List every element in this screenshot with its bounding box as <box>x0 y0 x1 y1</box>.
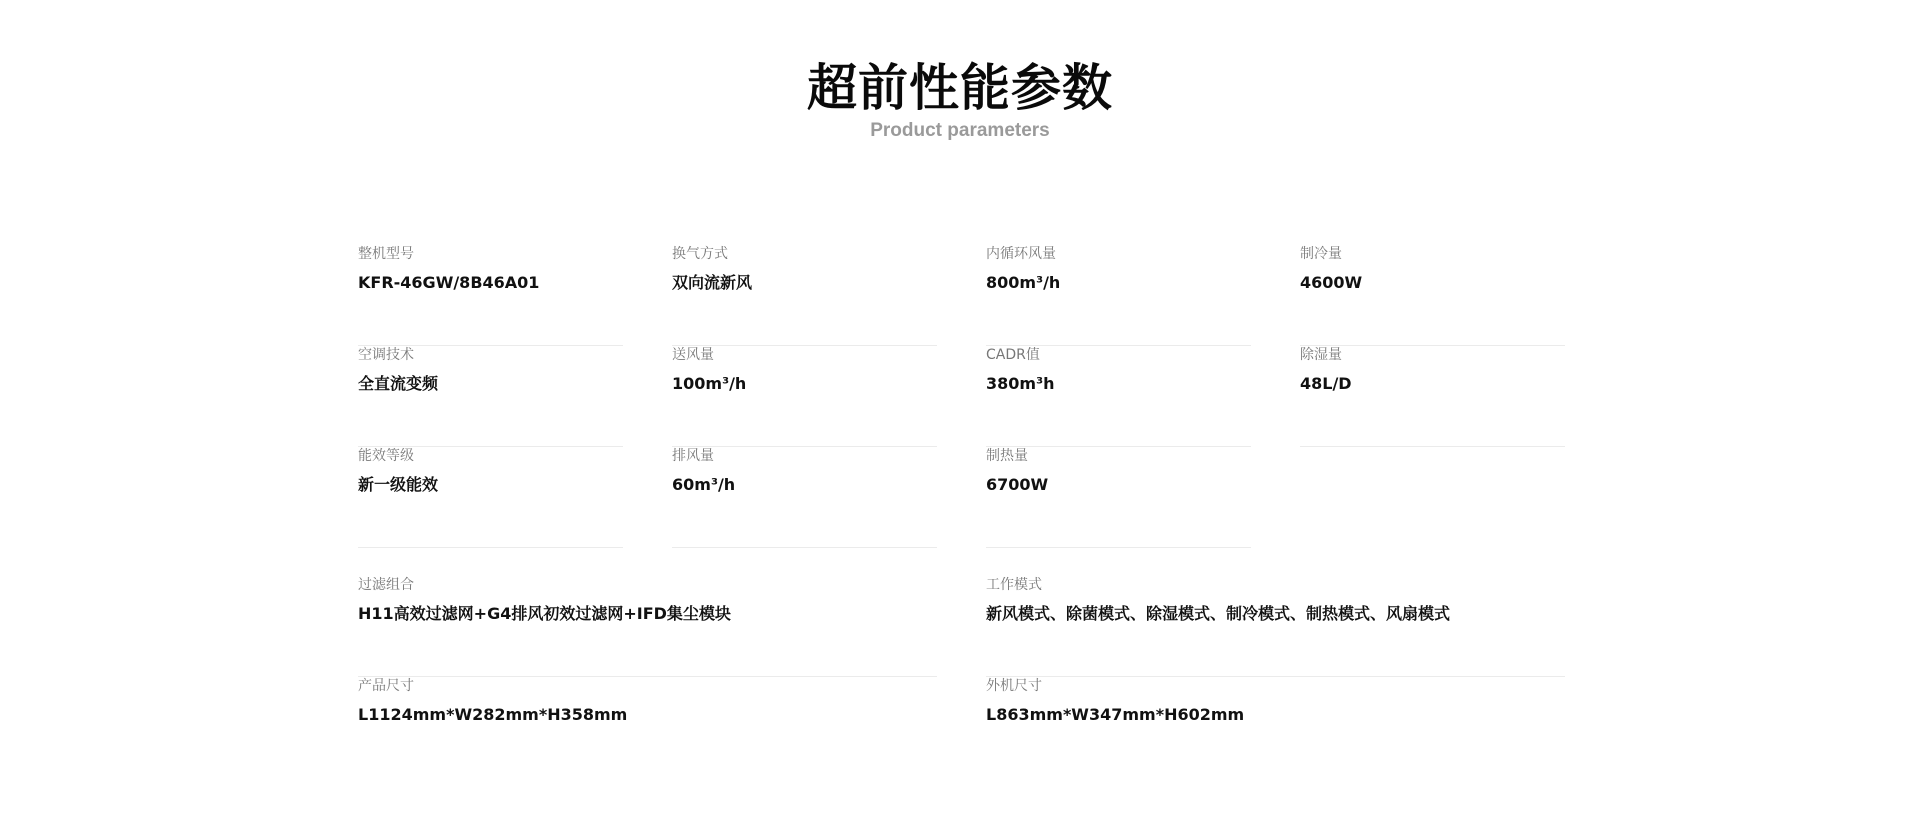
spec-item-working-modes <box>986 576 1565 677</box>
spec-item-outdoor-unit-dimensions <box>986 677 1565 778</box>
spec-item-supply-airflow <box>672 346 937 447</box>
page-title: 超前性能参数 <box>807 59 1113 117</box>
spec-label: 整机型号 <box>358 246 414 262</box>
spec-item-cadr <box>986 346 1251 447</box>
spec-item-product-dimensions <box>358 677 937 778</box>
spec-label: 内循环风量 <box>986 246 1056 262</box>
page-subtitle: Product parameters <box>870 120 1050 141</box>
spec-item-cooling-capacity <box>1300 245 1565 346</box>
spec-value: 800m³/h <box>986 273 1061 292</box>
spec-item-filter-combination <box>358 576 937 677</box>
spec-item-internal-airflow <box>986 245 1251 346</box>
spec-value: 6700W <box>986 475 1049 494</box>
spec-label: CADR值 <box>986 347 1040 363</box>
spec-label: 制热量 <box>986 448 1028 464</box>
spec-value: 100m³/h <box>672 374 747 393</box>
spec-value: H11高效过滤网+G4排风初效过滤网+IFD集尘模块 <box>358 604 731 623</box>
spec-value: 4600W <box>1300 273 1363 292</box>
spec-label: 排风量 <box>672 448 714 464</box>
wide-spec-grid <box>358 576 1565 778</box>
spec-item-dehumidification <box>1300 346 1565 447</box>
spec-label: 制冷量 <box>1300 246 1342 262</box>
spec-item-energy-grade <box>358 447 623 548</box>
spec-value: L863mm*W347mm*H602mm <box>986 705 1245 724</box>
spec-label: 产品尺寸 <box>358 678 414 694</box>
spec-value: KFR-46GW/8B46A01 <box>358 273 540 292</box>
spec-value: L1124mm*W282mm*H358mm <box>358 705 628 724</box>
spec-item-ac-technology <box>358 346 623 447</box>
spec-item-exhaust-airflow <box>672 447 937 548</box>
spec-value: 双向流新风 <box>672 273 753 292</box>
section-header <box>0 56 1920 144</box>
spec-grid <box>358 245 1565 548</box>
spec-label: 送风量 <box>672 347 714 363</box>
spec-value: 新一级能效 <box>358 475 439 494</box>
spec-label: 工作模式 <box>986 577 1042 593</box>
spec-value: 48L/D <box>1300 374 1352 393</box>
spec-value: 新风模式、除菌模式、除湿模式、制冷模式、制热模式、风扇模式 <box>986 604 1451 623</box>
spec-value: 全直流变频 <box>358 374 439 393</box>
spec-label: 空调技术 <box>358 347 414 363</box>
spec-item-empty <box>1300 447 1565 548</box>
spec-label: 能效等级 <box>358 448 414 464</box>
spec-item-model <box>358 245 623 346</box>
spec-label: 过滤组合 <box>358 577 414 593</box>
spec-label: 换气方式 <box>672 246 728 262</box>
spec-value: 60m³/h <box>672 475 736 494</box>
spec-item-heating-capacity <box>986 447 1251 548</box>
spec-label: 外机尺寸 <box>986 678 1042 694</box>
spec-value: 380m³h <box>986 374 1055 393</box>
spec-label: 除湿量 <box>1300 347 1342 363</box>
spec-item-ventilation-mode <box>672 245 937 346</box>
